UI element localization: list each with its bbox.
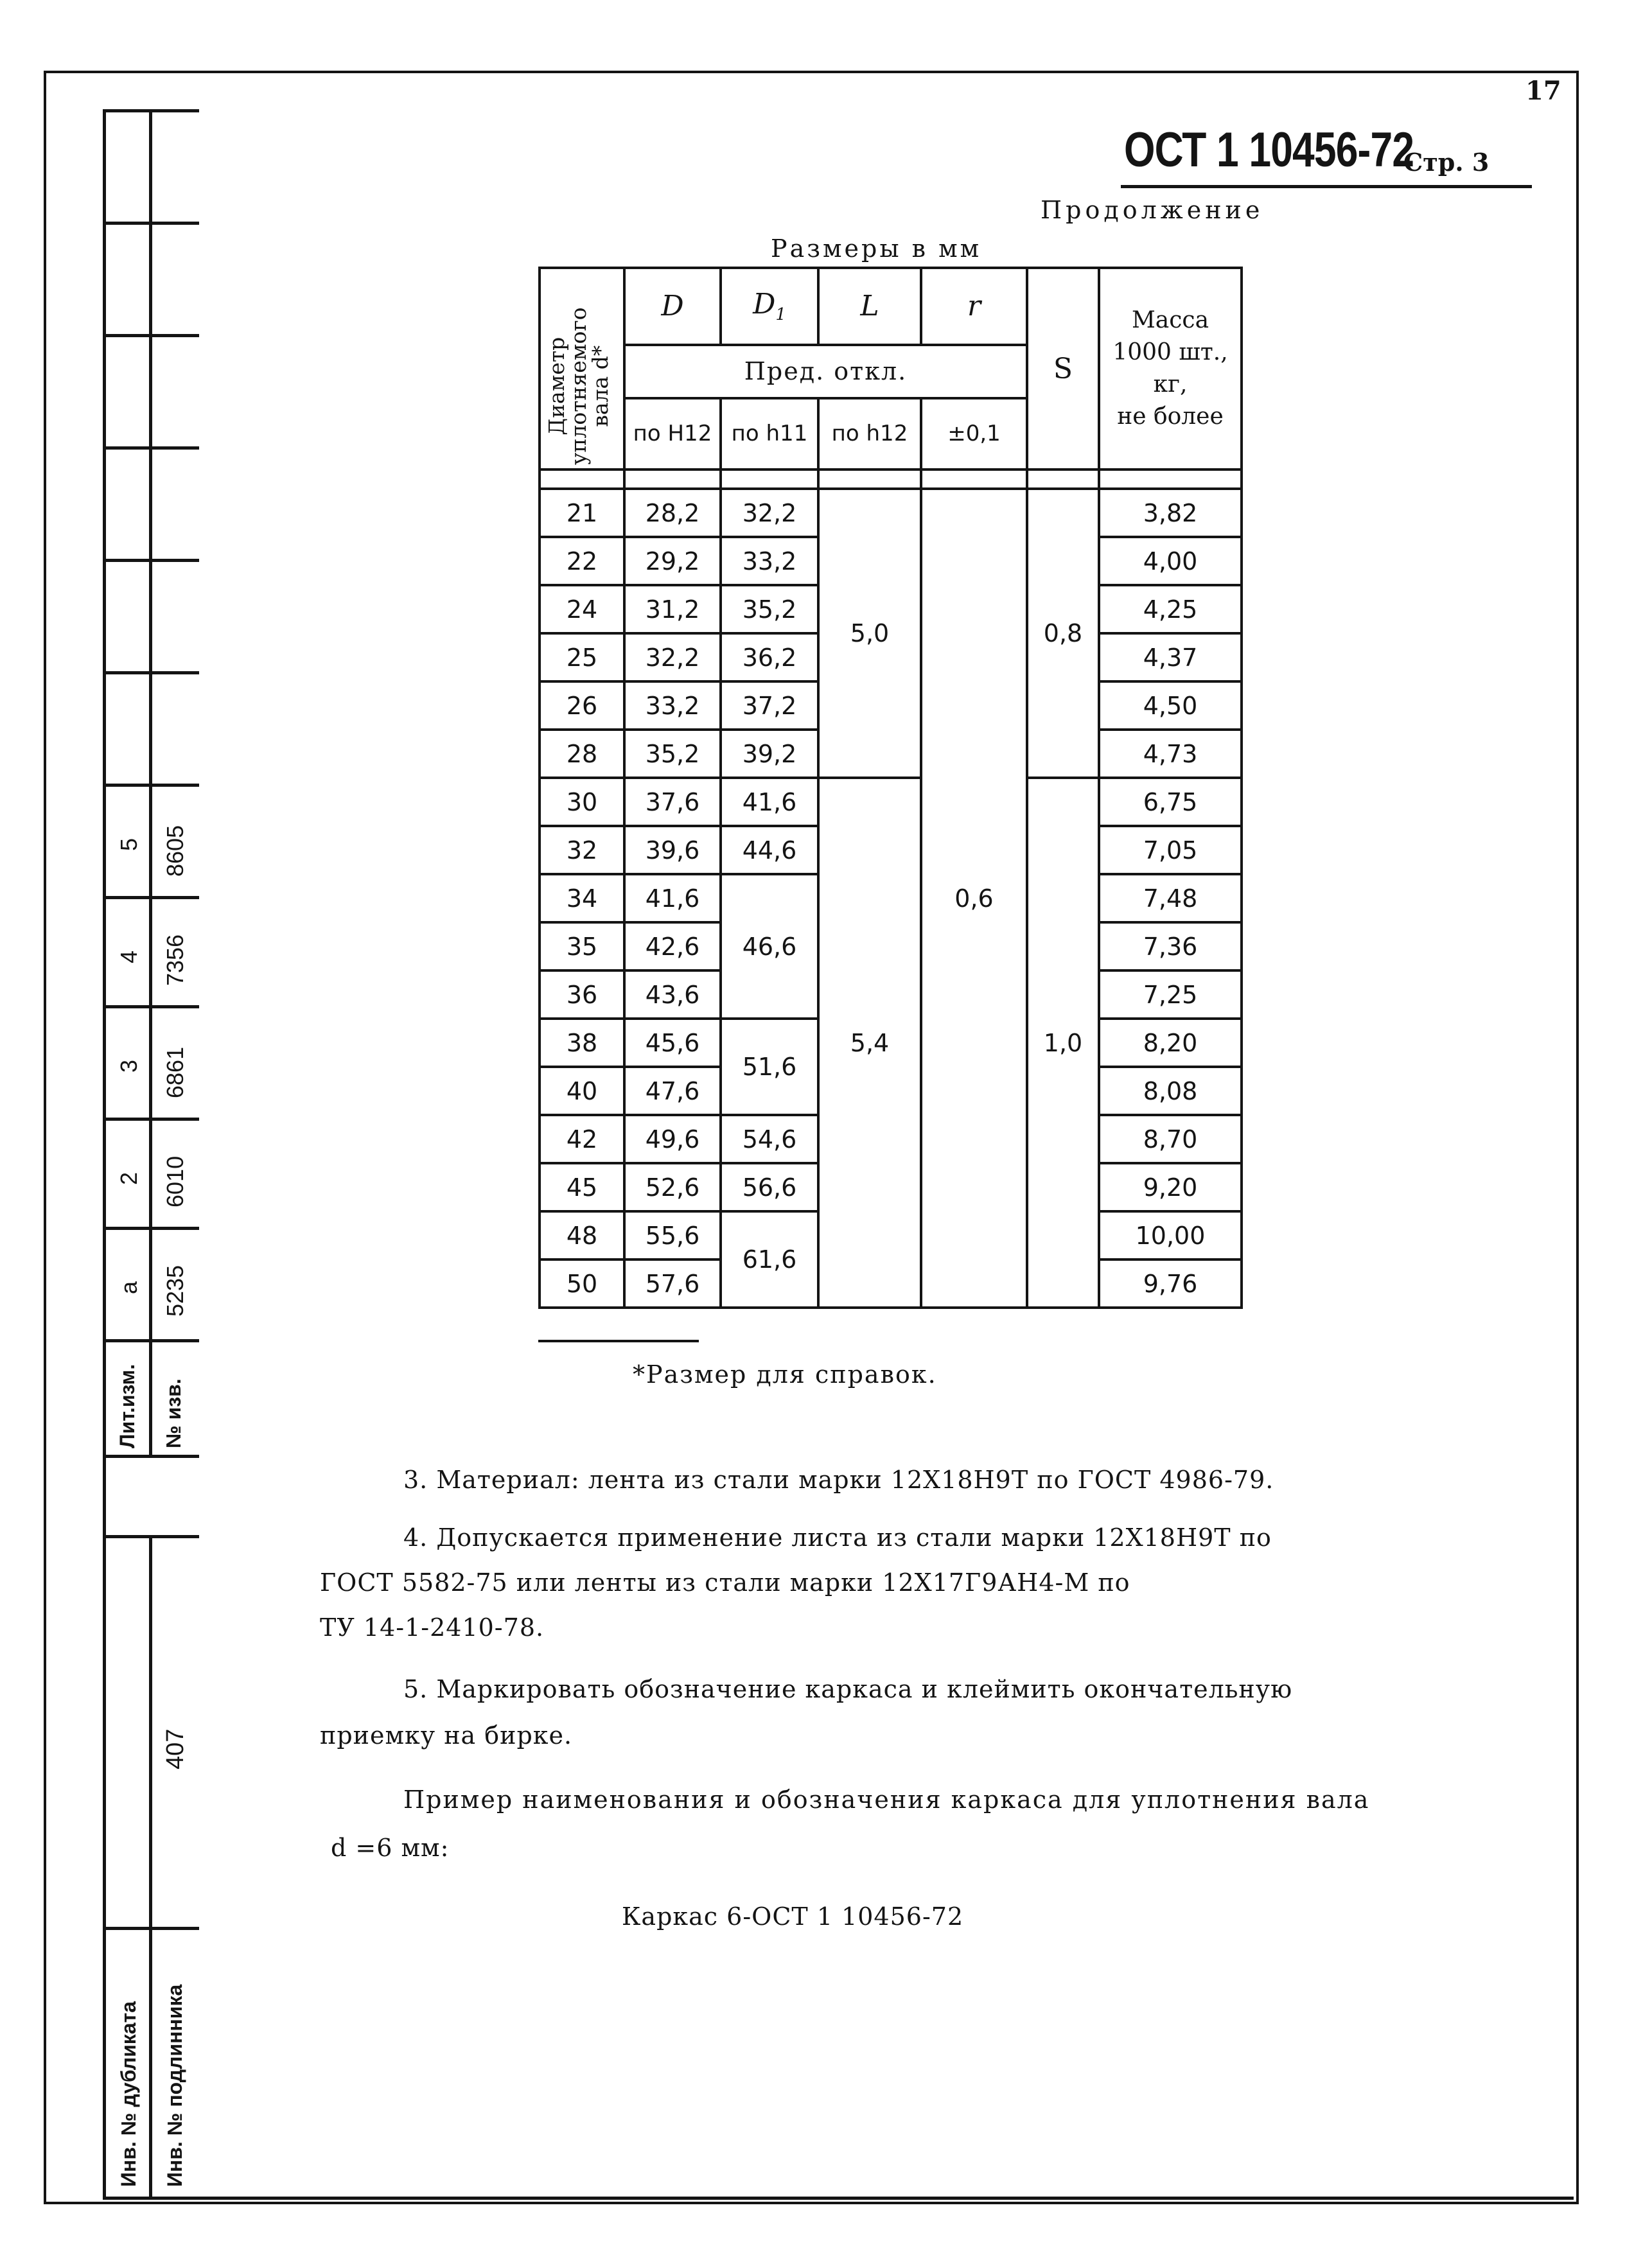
table-row-D1: 44,6 xyxy=(721,826,818,874)
table-row-d: 25 xyxy=(540,633,624,681)
page-label: Стр. 3 xyxy=(1403,148,1489,177)
D1-group-48-50: 61,6 xyxy=(721,1211,818,1308)
table-row-D: 33,2 xyxy=(624,681,721,730)
inventory-number: 407 xyxy=(162,1728,189,1769)
paragraph-5-line-2: приемку на бирке. xyxy=(320,1721,573,1750)
table-row-D: 43,6 xyxy=(624,970,721,1019)
table-row-mass: 3,82 xyxy=(1099,489,1242,537)
L-group-1: 5,0 xyxy=(818,489,921,778)
S-group-1: 0,8 xyxy=(1027,489,1099,778)
header-tolerance: Пред. откл. xyxy=(624,345,1027,398)
stamp-num-5: 8605 xyxy=(162,825,188,877)
D1-group-34-36: 46,6 xyxy=(721,874,818,1019)
table-row-mass: 4,25 xyxy=(1099,585,1242,633)
L-group-2: 5,4 xyxy=(818,778,921,1308)
label-original: Инв. № подлинника xyxy=(163,1984,186,2187)
table-row-mass: 9,76 xyxy=(1099,1259,1242,1308)
r-all: 0,6 xyxy=(921,489,1027,1308)
stamp-col-3: 3 xyxy=(116,1059,142,1073)
stamp-col-a: а xyxy=(116,1281,142,1294)
table-row-D1: 35,2 xyxy=(721,585,818,633)
table-row-d: 24 xyxy=(540,585,624,633)
table-row-D1: 33,2 xyxy=(721,537,818,585)
table-row-d: 22 xyxy=(540,537,624,585)
table-row-D: 49,6 xyxy=(624,1115,721,1163)
header-D: D xyxy=(624,268,721,345)
table-row-d: 42 xyxy=(540,1115,624,1163)
table-row-D: 35,2 xyxy=(624,730,721,778)
stamp-label-change: Лит.изм. xyxy=(116,1364,139,1448)
header-shaft-diameter: Диаметр уплотняемого вала d* xyxy=(540,268,624,469)
label-duplicate: Инв. № дубликата xyxy=(117,2001,140,2187)
table-row-mass: 7,25 xyxy=(1099,970,1242,1019)
standard-code: ОСТ 1 10456-72 xyxy=(1124,123,1414,177)
table-row-d: 38 xyxy=(540,1019,624,1067)
table-row-D: 28,2 xyxy=(624,489,721,537)
table-row-d: 50 xyxy=(540,1259,624,1308)
header-L: L xyxy=(818,268,921,345)
table-row-D: 32,2 xyxy=(624,633,721,681)
S-group-2: 1,0 xyxy=(1027,778,1099,1308)
footnote-rule xyxy=(538,1340,699,1342)
stamp-label-doc: № изв. xyxy=(162,1378,185,1448)
page-number: 17 xyxy=(1525,76,1561,106)
stamp-num-4: 7356 xyxy=(162,934,188,986)
stamp-num-2: 6010 xyxy=(162,1155,188,1207)
table-row-D: 37,6 xyxy=(624,778,721,826)
tol-D1: по h11 xyxy=(721,398,818,469)
paragraph-3: 3. Материал: лента из стали марки 12Х18Н9Т по ГОСТ 4986-79. xyxy=(403,1466,1274,1494)
example-line-2: d =6 мм: xyxy=(331,1834,450,1862)
table-row-d: 34 xyxy=(540,874,624,922)
paragraph-4-line-3: ТУ 14-1-2410-78. xyxy=(320,1613,545,1642)
table-row-d: 40 xyxy=(540,1067,624,1115)
tol-r: ±0,1 xyxy=(921,398,1027,469)
table-row-d: 48 xyxy=(540,1211,624,1259)
table-row-D: 52,6 xyxy=(624,1163,721,1211)
table-row-mass: 4,00 xyxy=(1099,537,1242,585)
table-row-D: 31,2 xyxy=(624,585,721,633)
table-row-D1: 54,6 xyxy=(721,1115,818,1163)
table-row-d: 32 xyxy=(540,826,624,874)
table-row-D1: 39,2 xyxy=(721,730,818,778)
paragraph-4-line-2: ГОСТ 5582-75 или ленты из стали марки 12Х17Г9АН4-М по xyxy=(320,1568,1130,1597)
table-row-D1: 36,2 xyxy=(721,633,818,681)
table-row-D: 41,6 xyxy=(624,874,721,922)
table-row-mass: 8,70 xyxy=(1099,1115,1242,1163)
header-S: S xyxy=(1027,268,1099,469)
table-row-mass: 7,05 xyxy=(1099,826,1242,874)
table-row-D1: 41,6 xyxy=(721,778,818,826)
table-row-mass: 4,50 xyxy=(1099,681,1242,730)
stamp-num-1: 5235 xyxy=(162,1265,188,1317)
tol-D: по H12 xyxy=(624,398,721,469)
stamp-num-3: 6861 xyxy=(162,1046,188,1098)
header-rule xyxy=(1121,185,1532,188)
table-row-mass: 7,36 xyxy=(1099,922,1242,970)
table-row-mass: 8,08 xyxy=(1099,1067,1242,1115)
table-row-D: 55,6 xyxy=(624,1211,721,1259)
dimensions-table xyxy=(538,267,1243,1309)
example-line-1: Пример наименования и обозначения каркаса для уплотнения вала xyxy=(403,1786,1370,1814)
table-row-D1: 37,2 xyxy=(721,681,818,730)
stamp-col-2: 2 xyxy=(116,1171,142,1185)
table-row-d: 28 xyxy=(540,730,624,778)
table-row-D: 45,6 xyxy=(624,1019,721,1067)
example-designation: Каркас 6-ОСТ 1 10456-72 xyxy=(622,1902,964,1931)
table-row-mass: 7,48 xyxy=(1099,874,1242,922)
table-row-d: 21 xyxy=(540,489,624,537)
table-row-mass: 4,37 xyxy=(1099,633,1242,681)
table-row-d: 26 xyxy=(540,681,624,730)
footnote: *Размер для справок. xyxy=(633,1360,937,1389)
units-note: Размеры в мм xyxy=(771,234,982,263)
table-row-d: 35 xyxy=(540,922,624,970)
table-row-D: 47,6 xyxy=(624,1067,721,1115)
header-r: r xyxy=(921,268,1027,345)
D1-group-38-40: 51,6 xyxy=(721,1019,818,1115)
table-row-d: 30 xyxy=(540,778,624,826)
stamp-col-5: 5 xyxy=(116,838,142,851)
table-row-D1: 56,6 xyxy=(721,1163,818,1211)
continuation-label: Продолжение xyxy=(1041,196,1264,224)
header-D1: $D_1$ xyxy=(721,268,818,345)
header-mass: Масса 1000 шт., кг, не более xyxy=(1099,268,1242,469)
table-row-D1: 32,2 xyxy=(721,489,818,537)
table-row-d: 36 xyxy=(540,970,624,1019)
table-row-mass: 6,75 xyxy=(1099,778,1242,826)
stamp-col-4: 4 xyxy=(116,950,142,963)
paragraph-5-line-1: 5. Маркировать обозначение каркаса и клеймить окончательную xyxy=(403,1675,1293,1703)
table-row-D: 42,6 xyxy=(624,922,721,970)
table-row-mass: 10,00 xyxy=(1099,1211,1242,1259)
table-row-mass: 8,20 xyxy=(1099,1019,1242,1067)
table-row-d: 45 xyxy=(540,1163,624,1211)
table-row-D: 39,6 xyxy=(624,826,721,874)
table-row-D: 29,2 xyxy=(624,537,721,585)
table-row-mass: 4,73 xyxy=(1099,730,1242,778)
tol-L: по h12 xyxy=(818,398,921,469)
paragraph-4-line-1: 4. Допускается применение листа из стали марки 12Х18Н9Т по xyxy=(403,1523,1272,1552)
table-row-mass: 9,20 xyxy=(1099,1163,1242,1211)
table-row-D: 57,6 xyxy=(624,1259,721,1308)
